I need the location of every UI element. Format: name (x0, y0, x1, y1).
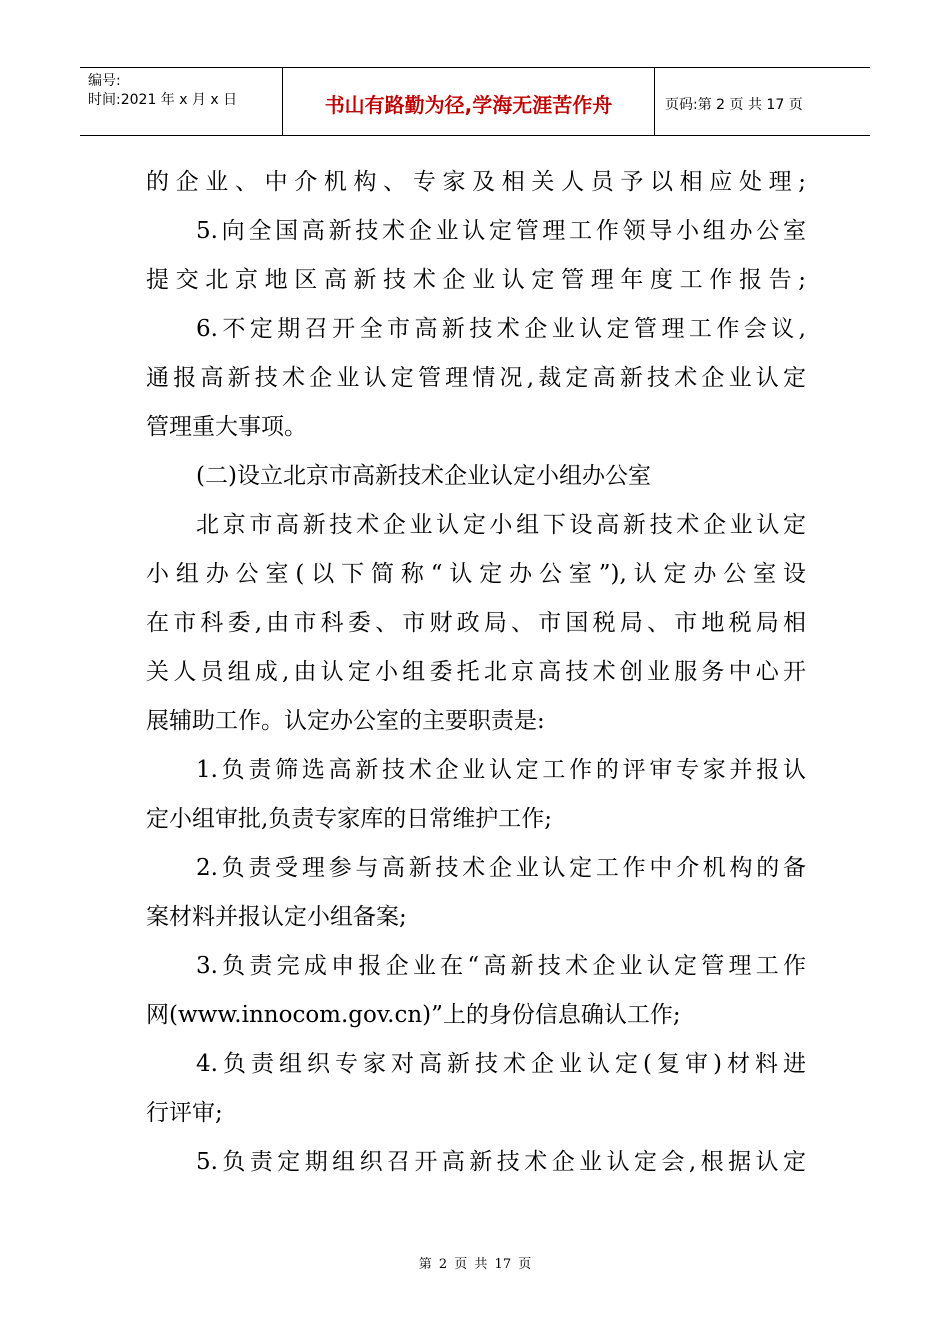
body-line: 在市科委,由市科委、市财政局、市国税局、市地税局相 (146, 610, 806, 636)
body-line: 2.负责受理参与高新技术企业认定工作中介机构的备 (196, 855, 806, 881)
body-line: 北京市高新技术企业认定小组下设高新技术企业认定 (196, 512, 806, 538)
body-line: 行评审; (146, 1100, 223, 1126)
body-line: 小组办公室(以下简称“认定办公室”),认定办公室设 (146, 561, 806, 587)
header-table (80, 67, 870, 136)
serial-label: 编号: (88, 73, 121, 89)
body-line: 展辅助工作。认定办公室的主要职责是: (146, 708, 545, 734)
body-line: 定小组审批,负责专家库的日常维护工作; (146, 806, 553, 832)
body-line: 5.向全国高新技术企业认定管理工作领导小组办公室 (196, 218, 806, 244)
header-page-code: 页码:第 2 页 共 17 页 (665, 96, 803, 113)
page-footer (0, 1253, 950, 1272)
body-line: 案材料并报认定小组备案; (146, 904, 407, 930)
header-motto-cell (283, 68, 655, 135)
body-line: 6.不定期召开全市高新技术企业认定管理工作会议, (196, 316, 806, 342)
body-line: 1.负责筛选高新技术企业认定工作的评审专家并报认 (196, 757, 806, 783)
body-line: 4.负责组织专家对高新技术企业认定(复审)材料进 (196, 1051, 806, 1077)
body-line: 管理重大事项。 (146, 414, 307, 440)
body-line: 关人员组成,由认定小组委托北京高技术创业服务中心开 (146, 659, 806, 685)
header-page-cell (655, 68, 870, 135)
header-meta-cell (80, 68, 283, 135)
time-label: 时间:2021 年 x 月 x 日 (88, 92, 238, 108)
header-motto: 书山有路勤为径,学海无涯苦作舟 (324, 93, 613, 117)
document-body (146, 158, 806, 1187)
body-line: 3.负责完成申报企业在“高新技术企业认定管理工作 (196, 953, 806, 979)
body-line: 的企业、中介机构、专家及相关人员予以相应处理; (146, 169, 806, 195)
footer-page-number: 第 2 页 共 17 页 (418, 1257, 532, 1272)
body-line: 提交北京地区高新技术企业认定管理年度工作报告; (146, 267, 806, 293)
body-line: 通报高新技术企业认定管理情况,裁定高新技术企业认定 (146, 365, 806, 391)
section-heading: (二)设立北京市高新技术企业认定小组办公室 (196, 463, 651, 489)
body-line: 5.负责定期组织召开高新技术企业认定会,根据认定 (196, 1149, 806, 1175)
body-line: 网(www.innocom.gov.cn)”上的身份信息确认工作; (146, 1002, 681, 1028)
